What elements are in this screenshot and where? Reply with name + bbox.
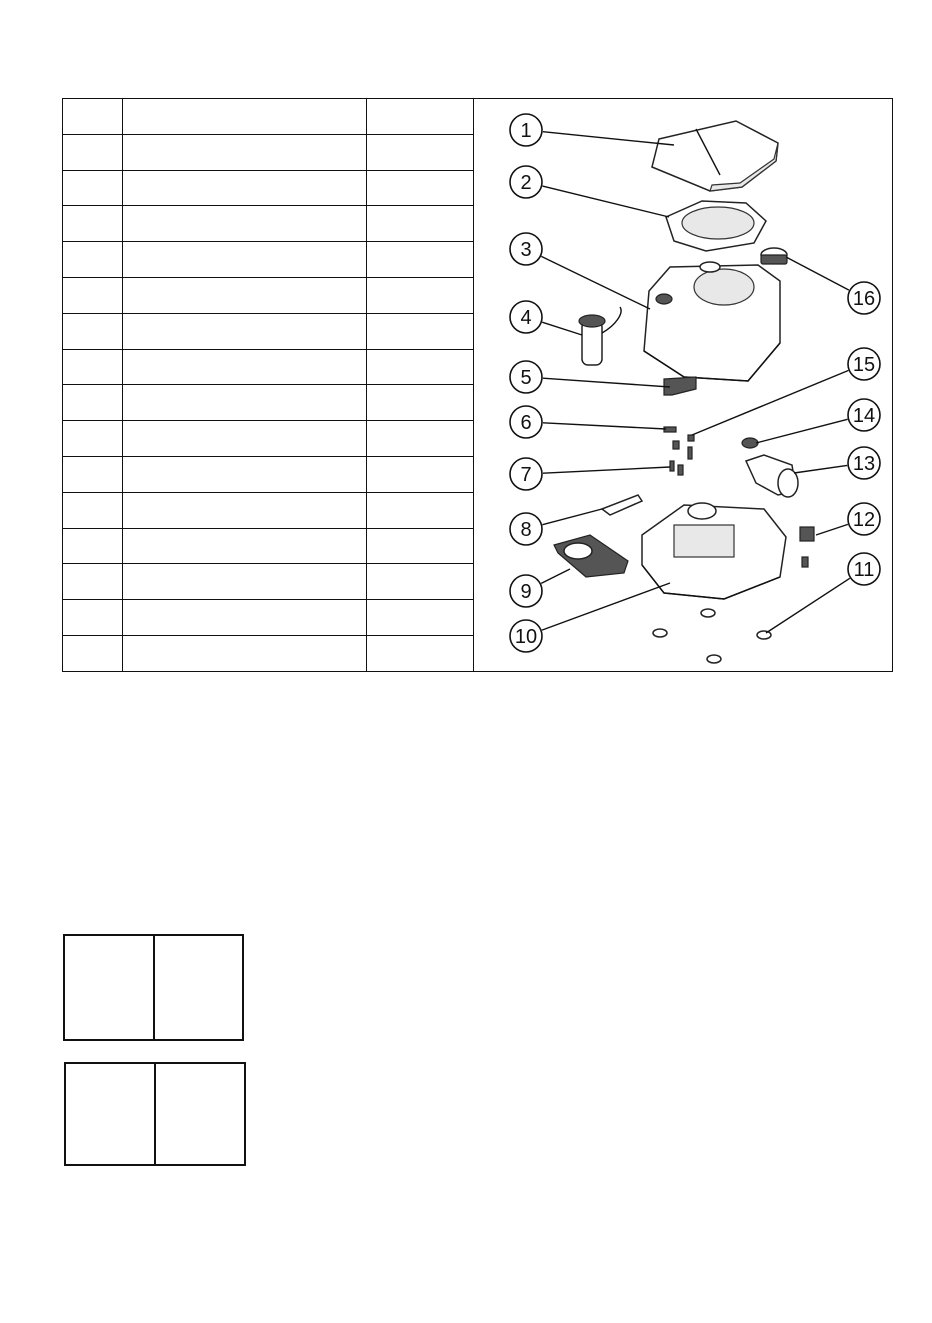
exploded-view-diagram — [474, 99, 892, 707]
part-number-cell — [63, 600, 123, 636]
part-name-cell — [123, 635, 367, 671]
callout-number-6: 6 — [520, 412, 532, 434]
part-name-cell — [123, 277, 367, 313]
blank-box-top-right — [153, 936, 243, 1039]
part-lid — [652, 121, 778, 191]
part-number-cell — [63, 564, 123, 600]
callout-number-7: 7 — [520, 464, 532, 486]
part-name-cell — [123, 349, 367, 385]
part-name-cell — [123, 385, 367, 421]
callout-number-12: 12 — [852, 509, 876, 531]
part-number-cell — [63, 528, 123, 564]
callout-leader-6 — [543, 423, 666, 429]
part-qty-cell — [367, 99, 474, 135]
part-number-cell — [63, 349, 123, 385]
parts-table-body — [63, 99, 893, 672]
part-name-cell — [123, 134, 367, 170]
callout-leader-14 — [756, 419, 848, 443]
part-number-cell — [63, 492, 123, 528]
callout-leader-1 — [543, 132, 674, 145]
part-name-cell — [123, 492, 367, 528]
part-qty-cell — [367, 385, 474, 421]
part-name-cell — [123, 456, 367, 492]
part-qty-cell — [367, 242, 474, 278]
callout-leader-3 — [541, 256, 650, 309]
callout-leader-2 — [543, 186, 669, 217]
part-qty-cell — [367, 635, 474, 671]
part-name-cell — [123, 528, 367, 564]
part-valve — [800, 527, 814, 567]
parts-list-table — [62, 98, 893, 672]
callout-leader-13 — [794, 465, 847, 473]
part-name-cell — [123, 170, 367, 206]
blank-box-bottom-right — [154, 1064, 244, 1164]
part-name-cell — [123, 564, 367, 600]
part-lower-tank — [642, 503, 786, 599]
part-spout — [746, 455, 798, 497]
part-cap — [761, 248, 787, 264]
part-number-cell — [63, 99, 123, 135]
callout-number-11: 11 — [853, 559, 875, 581]
part-number-cell — [63, 242, 123, 278]
part-name-cell — [123, 242, 367, 278]
callout-number-13: 13 — [852, 453, 876, 475]
callout-number-5: 5 — [520, 367, 532, 389]
part-number-cell — [63, 313, 123, 349]
part-qty-cell — [367, 600, 474, 636]
callout-leader-4 — [542, 322, 582, 335]
part-qty-cell — [367, 313, 474, 349]
callout-number-16: 16 — [852, 288, 876, 310]
part-number-cell — [63, 385, 123, 421]
callout-leader-7 — [543, 467, 670, 473]
part-plug — [742, 438, 758, 448]
part-qty-cell — [367, 206, 474, 242]
part-pump — [579, 307, 621, 365]
part-name-cell — [123, 99, 367, 135]
part-qty-cell — [367, 349, 474, 385]
callout-leader-5 — [543, 378, 670, 387]
callout-leader-12 — [816, 524, 848, 535]
part-number-cell — [63, 635, 123, 671]
part-qty-cell — [367, 421, 474, 457]
callout-number-14: 14 — [852, 405, 876, 427]
callout-number-9: 9 — [520, 581, 532, 603]
callout-number-3: 3 — [520, 239, 532, 261]
part-number-cell — [63, 421, 123, 457]
callout-leader-10 — [542, 583, 670, 630]
callout-number-10: 10 — [514, 626, 538, 648]
diagram-cell — [474, 99, 893, 672]
part-qty-cell — [367, 564, 474, 600]
blank-box-bottom — [64, 1062, 246, 1166]
part-number-cell — [63, 456, 123, 492]
part-number-cell — [63, 170, 123, 206]
part-screws — [664, 427, 694, 475]
part-bracket — [664, 377, 696, 395]
callout-number-2: 2 — [520, 172, 532, 194]
part-qty-cell — [367, 528, 474, 564]
part-qty-cell — [367, 277, 474, 313]
callout-number-4: 4 — [520, 307, 532, 329]
part-qty-cell — [367, 456, 474, 492]
callout-number-15: 15 — [852, 354, 876, 376]
part-name-cell — [123, 421, 367, 457]
part-number-cell — [63, 134, 123, 170]
part-number-cell — [63, 277, 123, 313]
part-number-cell — [63, 206, 123, 242]
part-handle-cover — [602, 495, 642, 515]
part-name-cell — [123, 206, 367, 242]
part-name-cell — [123, 313, 367, 349]
blank-box-bottom-left — [66, 1064, 154, 1164]
part-name-cell — [123, 600, 367, 636]
callout-leader-8 — [542, 509, 602, 525]
part-seat-ring — [666, 201, 766, 251]
parts-table-row — [63, 99, 893, 135]
blank-box-top — [63, 934, 244, 1041]
callout-leader-11 — [766, 578, 850, 633]
part-feet — [653, 609, 771, 663]
part-qty-cell — [367, 134, 474, 170]
callout-number-8: 8 — [520, 519, 532, 541]
part-qty-cell — [367, 170, 474, 206]
part-upper-tank — [644, 262, 780, 381]
part-qty-cell — [367, 492, 474, 528]
callout-leader-9 — [541, 569, 570, 583]
callout-number-1: 1 — [520, 120, 532, 142]
blank-box-top-left — [65, 936, 153, 1039]
callout-leader-16 — [786, 257, 849, 290]
